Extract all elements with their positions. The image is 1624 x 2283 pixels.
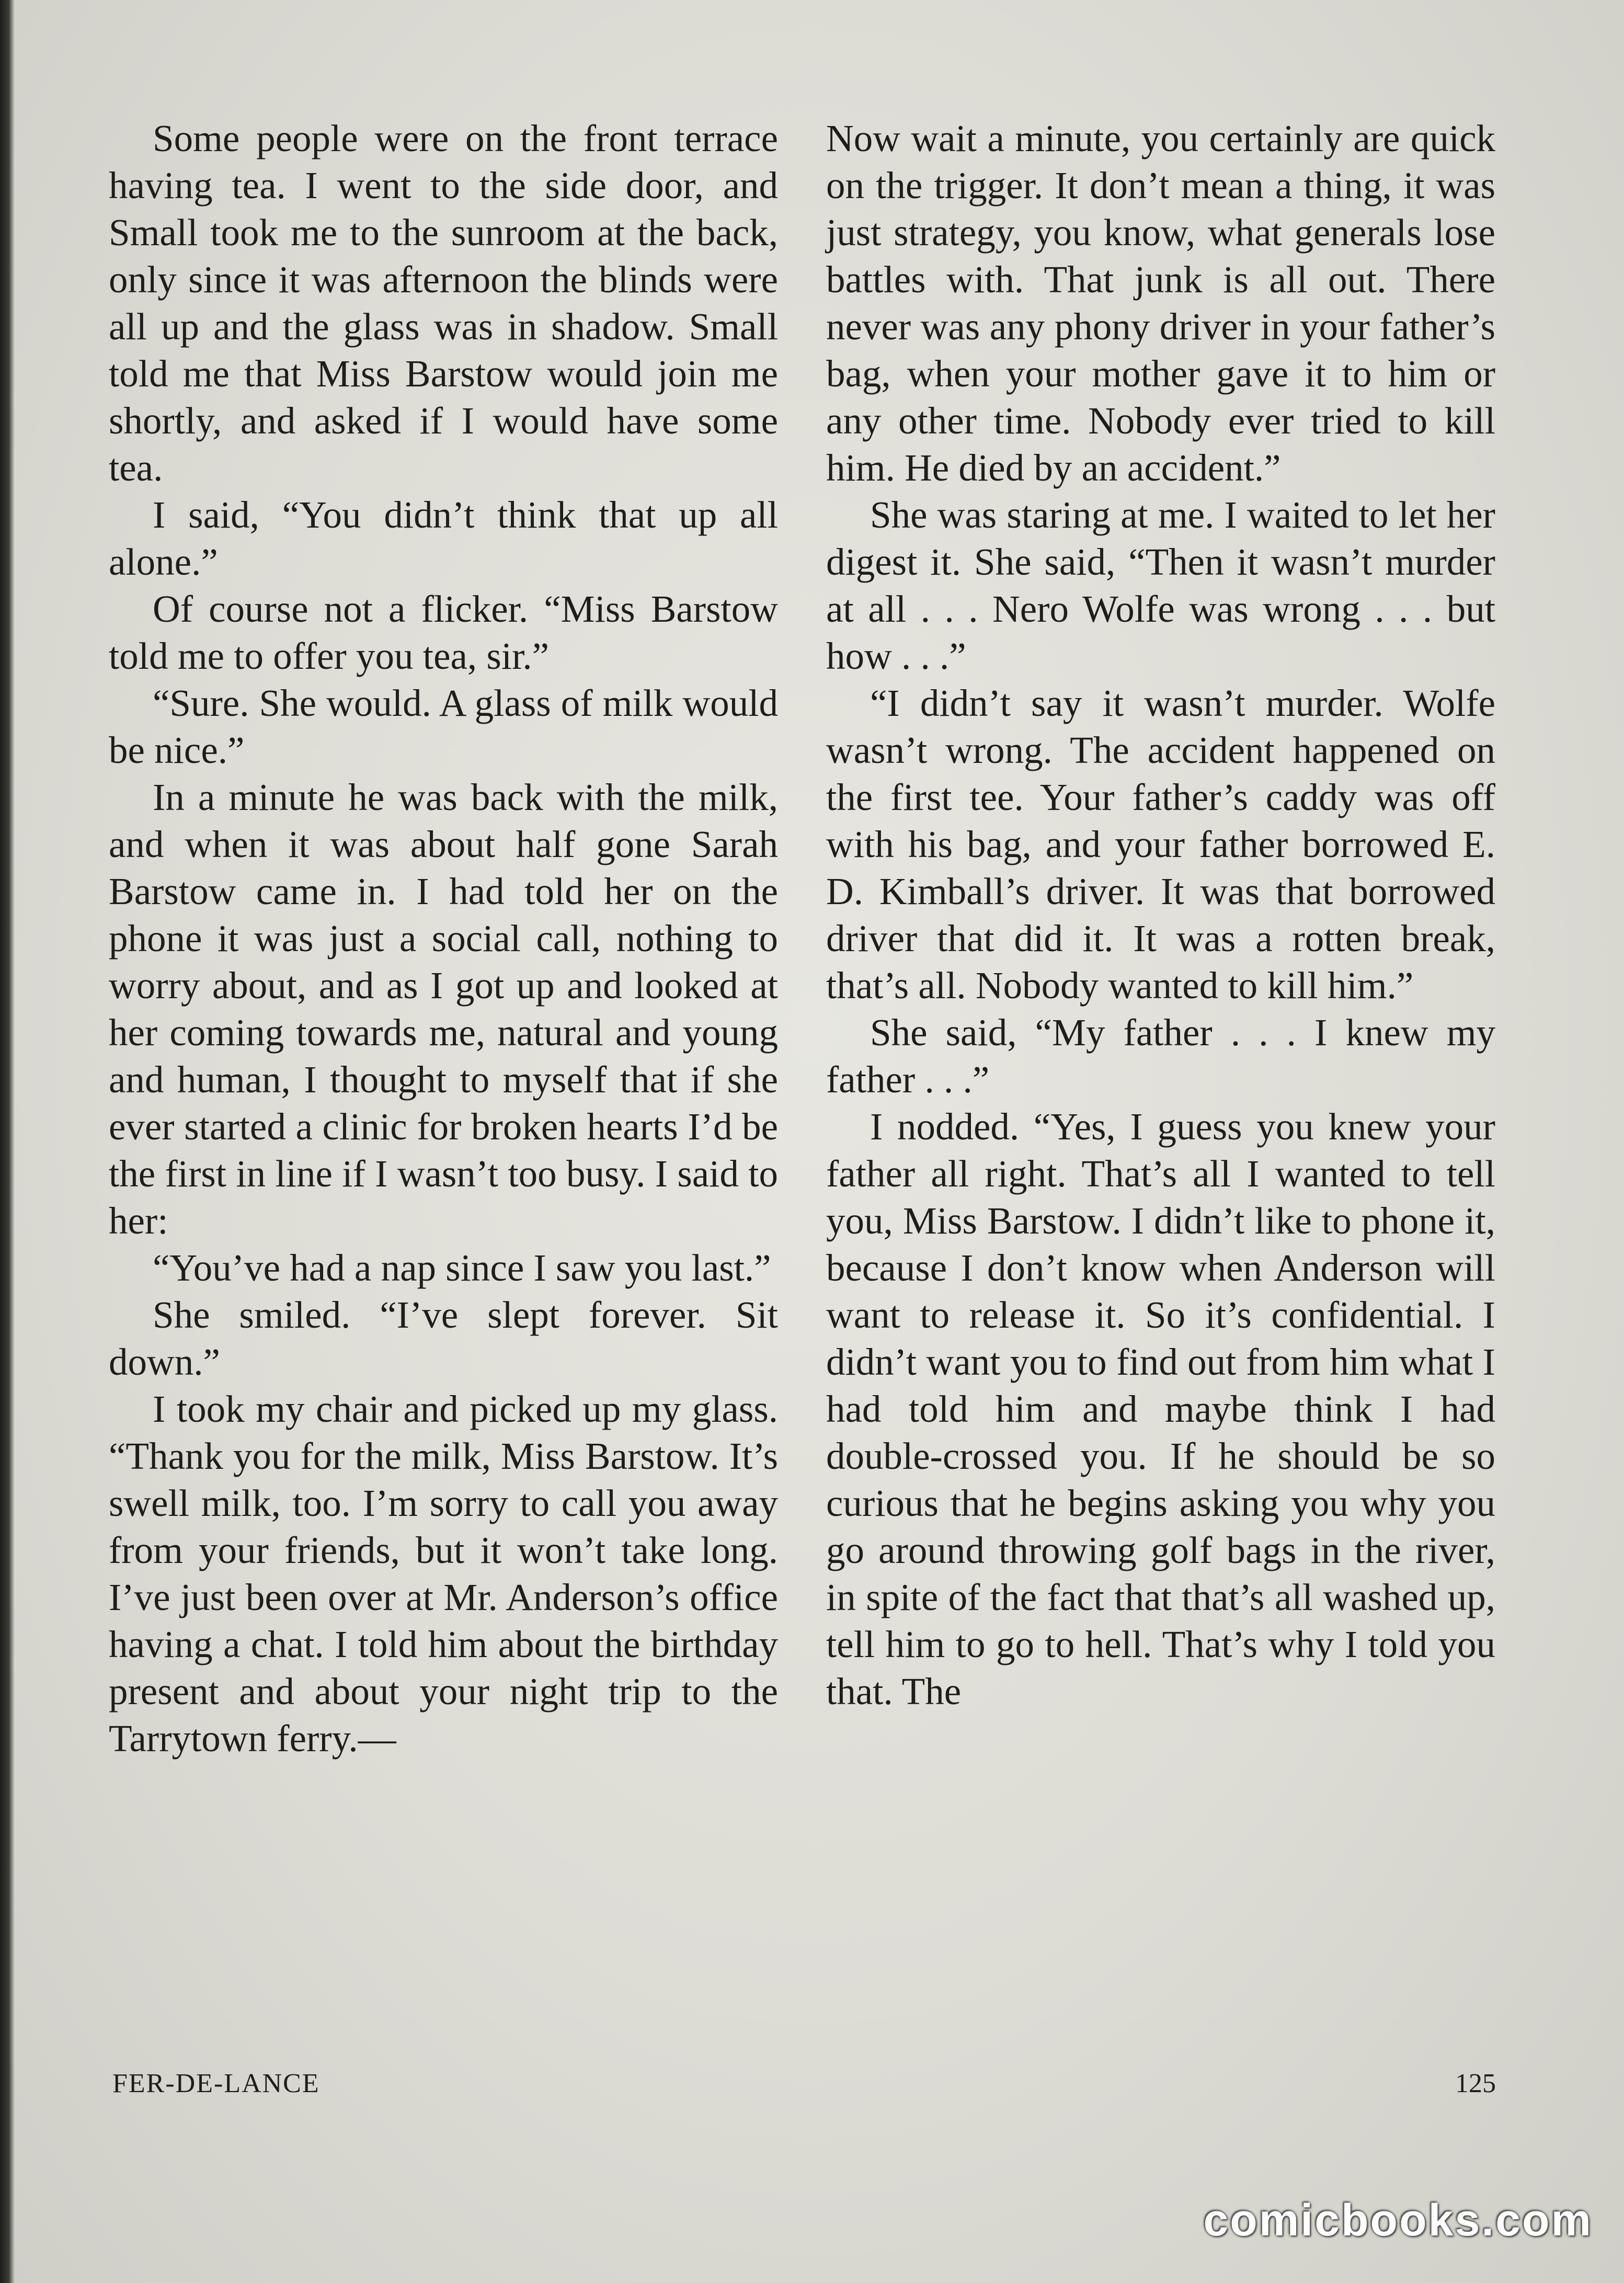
paragraph: Some people were on the front terrace having tea. I went to the side door, and Small took me to the sunroom at the back, only since it was afternoon the blinds were all up and the glass was in shadow. Small told me that Miss Barstow would join me shortly, and asked if I would have some tea. [109, 117, 778, 489]
paragraph: She said, “My father . . . I knew my father . . .” [826, 1011, 1495, 1101]
page-edge-shadow [0, 0, 15, 2283]
paragraph: I nodded. “Yes, I guess you knew your father all right. That’s all I wanted to tell you, Miss Barstow. I didn’t like to phone it, because I don’t know when Anderson will want to release it. So it’s confidential. I didn’t want you to find out from him what I had told him and maybe think I had double-crossed you. If he should be so curious that he begins asking you why you go around throwing golf bags in the river, in spite of the fact that that’s all washed up, tell him to go to hell. That’s why I told you that. The [826, 1105, 1495, 1713]
paragraph: In a minute he was back with the milk, and when it was about half gone Sarah Barstow came in. I had told her on the phone it was just a social call, nothing to worry about, and as I got up and looked at her coming towards me, natural and young and human, I thought to myself that if she ever started a clinic for broken hearts I’d be the first in line if I wasn’t too busy. I said to her: [109, 776, 778, 1242]
paragraph: “Sure. She would. A glass of milk would be nice.” [109, 682, 778, 771]
text-column-left [109, 115, 778, 1762]
paragraph: I said, “You didn’t think that up all alone.” [109, 494, 778, 583]
paragraph: “You’ve had a nap since I saw you last.” [153, 1247, 771, 1289]
paragraph-continued: Now wait a minute, you certainly are quick on the trigger. It don’t mean a thing, it was just strategy, you know, what generals lose battles with. That junk is all out. There never was any phony driver in your father’s bag, when your mother gave it to him or any other time. Nobody ever tried to kill him. He died by an accident.” [826, 117, 1495, 489]
running-footer-title: FER-DE-LANCE [112, 2069, 320, 2098]
page-number: 125 [1455, 2069, 1496, 2098]
site-watermark: comicbooks.com [1203, 2195, 1593, 2245]
paragraph: Of course not a flicker. “Miss Barstow told me to offer you tea, sir.” [109, 588, 778, 677]
paragraph: I took my chair and picked up my glass. “Thank you for the milk, Miss Barstow. It’s swell milk, too. I’m sorry to call you away from your friends, but it won’t take long. I’ve just been over at Mr. Anderson’s office having a chat. I told him about the birthday present and about your night trip to the Tarrytown ferry.— [109, 1388, 778, 1760]
text-column-right [826, 115, 1495, 1715]
paragraph: She smiled. “I’ve slept forever. Sit down.” [109, 1294, 778, 1383]
paragraph: “I didn’t say it wasn’t murder. Wolfe wasn’t wrong. The accident happened on the first tee. Your father’s caddy was off with his bag, and your father borrowed E. D. Kimball’s driver. It was that borrowed driver that did it. It was a rotten break, that’s all. Nobody wanted to kill him.” [826, 682, 1495, 1007]
paragraph: She was staring at me. I waited to let her digest it. She said, “Then it wasn’t murder at all . . . Nero Wolfe was wrong . . . but how . . .” [826, 494, 1495, 677]
